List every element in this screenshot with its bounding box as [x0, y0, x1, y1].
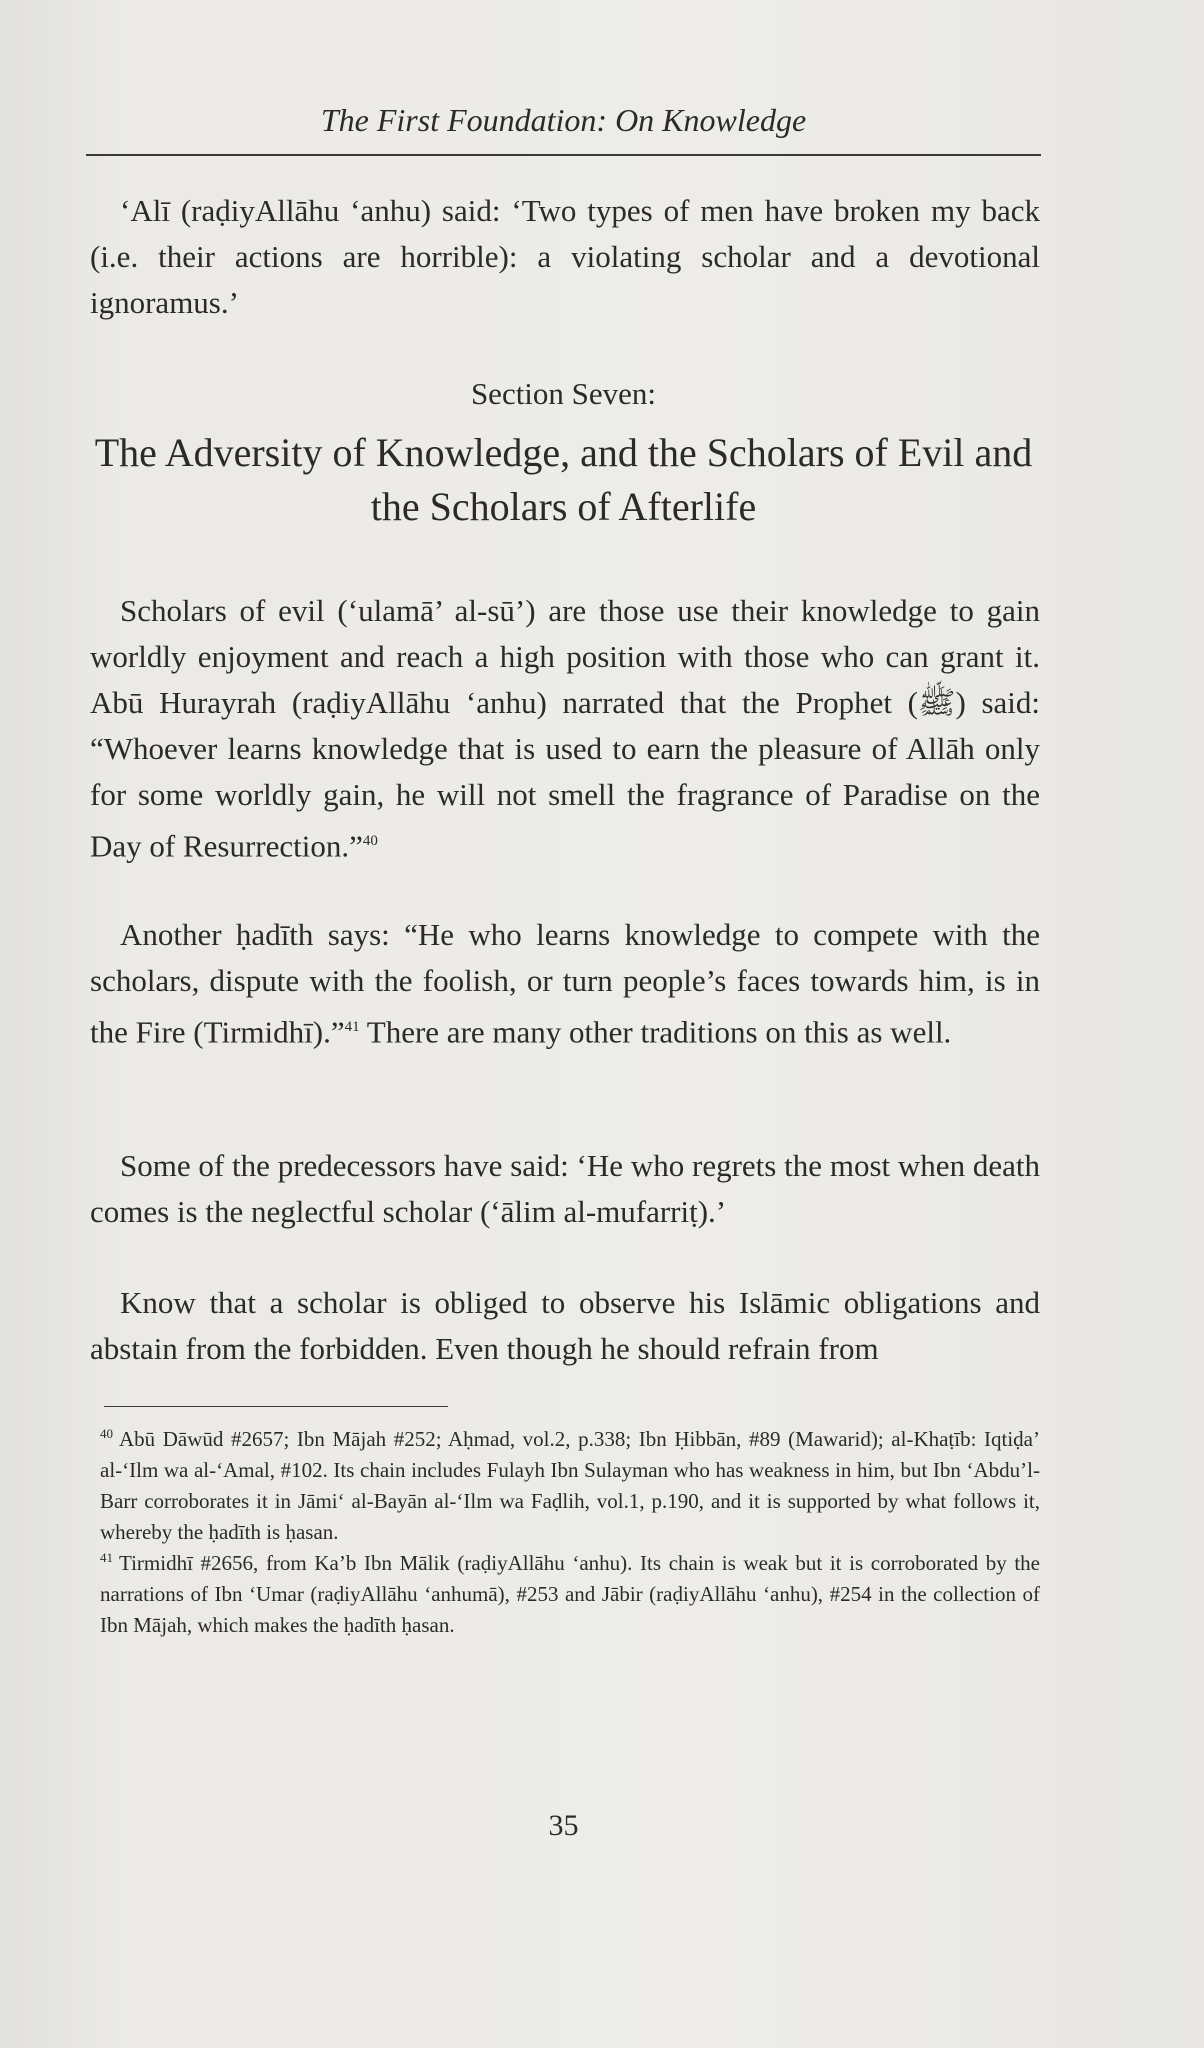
paragraph-3-block: [90, 1143, 1040, 1235]
footnote-41: [100, 1548, 1040, 1641]
paragraph-1-text: Scholars of evil (‘ulamā’ al-sū’) are those use their knowledge to gain worldly enjoyment and reach a high position with those who can grant it. Abū Hurayrah (raḍiyAllāhu ‘anhu) narrated that the Prophet (ﷺ) said: “Whoever learns knowledge that is used to earn the pleasure of Allāh only for some worldly gain, he will not smell the fragrance of Paradise on the Day of Resurrection.”: [90, 593, 1041, 864]
section-title: The Adversity of Knowledge, and the Scholars of Evil and the Scholars of Afterlife: [94, 430, 1033, 529]
footnote-text: Tirmidhī #2656, from Ka’b Ibn Mālik (raḍiyAllāhu ‘anhu). Its chain is weak but it is corroborated by the narrations of Ibn ‘Umar (raḍiyAllāhu ‘anhumā), #253 and Jābir (raḍiyAllāhu ‘anhu), #254 in the collection of Ibn Mājah, which makes the ḥadīth ḥasan.: [100, 1551, 1040, 1637]
paragraph-2-continuation: There are many other traditions on this as well.: [359, 1014, 952, 1050]
opening-paragraph: ‘Alī (raḍiyAllāhu ‘anhu) said: ‘Two types of men have broken my back (i.e. their actions are horrible): a violating scholar and a devotional ignoramus.’: [90, 193, 1040, 320]
footnote-divider: [104, 1406, 448, 1407]
section-label: Section Seven:: [470, 376, 657, 411]
paragraph-4: Know that a scholar is obliged to observe his Islāmic obligations and abstain from the forbidden. Even though he should refrain from: [90, 1285, 1040, 1366]
paragraph-3: Some of the predecessors have said: ‘He who regrets the most when death comes is the neglectful scholar (‘ālim al-mufarriṭ).’: [90, 1148, 1040, 1229]
footnote-mark: 41: [100, 1550, 113, 1565]
paragraph-2-block: [90, 912, 1040, 1055]
paragraph-4-block: [90, 1280, 1040, 1372]
footnote-ref-40[interactable]: 40: [362, 833, 378, 849]
paragraph-1-block: [90, 588, 1040, 869]
footnote-mark: 40: [100, 1426, 113, 1441]
running-head: The First Foundation: On Knowledge: [320, 102, 807, 138]
paragraph-1: [90, 588, 1040, 869]
footnote-40: [100, 1424, 1040, 1548]
paragraph-2-text: Another ḥadīth says: “He who learns knowledge to compete with the scholars, dispute with the foolish, or turn people’s faces towards him, is in the Fire (Tirmidhī).”: [90, 917, 1040, 1050]
opening-paragraph-block: [90, 188, 1040, 326]
page-number: 35: [548, 1809, 579, 1842]
footnote-text: Abū Dāwūd #2657; Ibn Mājah #252; Aḥmad, vol.2, p.338; Ibn Ḥibbān, #89 (Mawarid); al-Khaṭīb: Iqtiḍa’ al-‘Ilm wa al-‘Amal, #102. Its chain includes Fulayh Ibn Sulayman who has weakness in him, but Ibn ‘Abdu’l-Barr corroborates it in Jāmi‘ al-Bayān al-‘Ilm wa Faḍlih, vol.1, p.190, and it is supported by what follows it, whereby the ḥadīth is ḥasan.: [100, 1427, 1040, 1544]
paragraph-2: [90, 912, 1040, 1055]
footnote-ref-41[interactable]: 41: [344, 1019, 360, 1035]
header-divider: [86, 154, 1041, 156]
footnotes: [100, 1424, 1040, 1641]
